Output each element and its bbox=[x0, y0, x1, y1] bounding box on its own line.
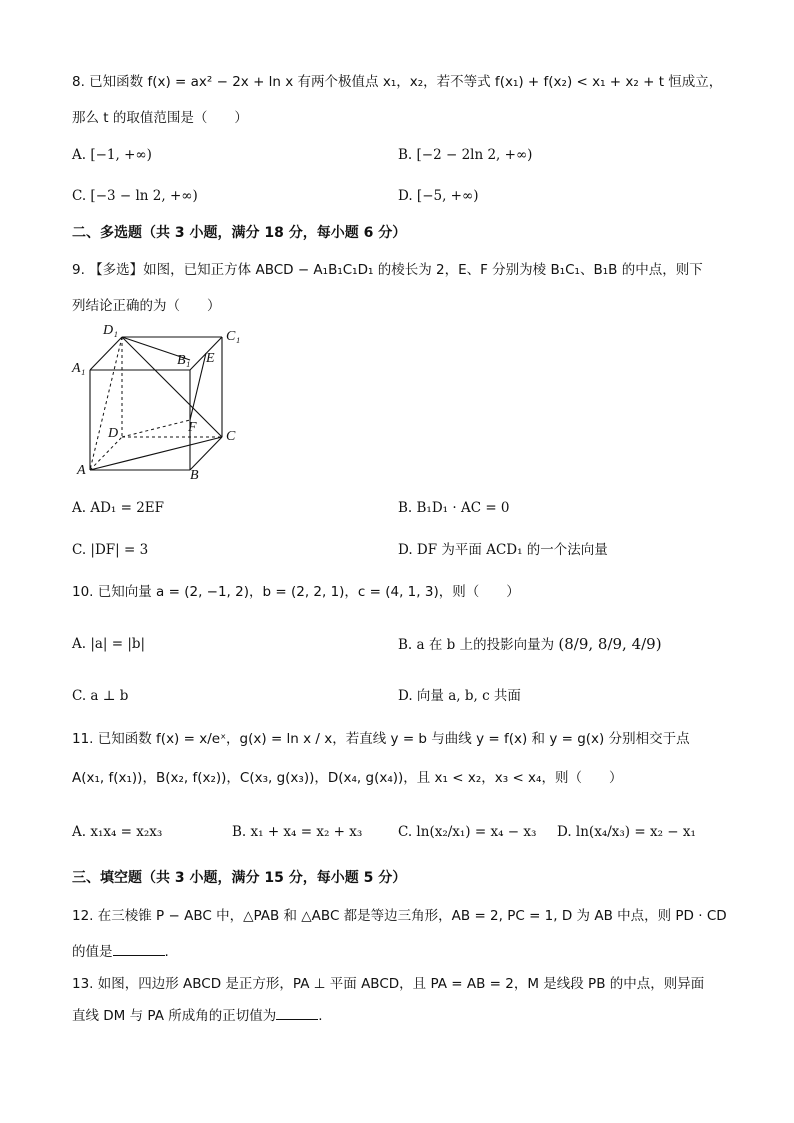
q11-option-d: D. ln(x₄/x₃) = x₂ − x₁ bbox=[557, 824, 696, 840]
label-e: E bbox=[206, 351, 215, 366]
label-b: B bbox=[190, 468, 199, 483]
q10-option-b bbox=[398, 634, 662, 655]
q11-stem-line2: A(x₁, f(x₁))，B(x₂, f(x₂))，C(x₃, g(x₃))，D(x₄, g(x₄))，且 x₁ < x₂，x₃ < x₄，则（ ） bbox=[72, 770, 623, 786]
q9-stem-line2: 列结论正确的为（ ） bbox=[72, 298, 221, 314]
label-d1: D₁ bbox=[103, 323, 118, 338]
q8-stem-line2: 那么 t 的取值范围是（ ） bbox=[72, 110, 248, 126]
q10-option-c: C. a ⊥ b bbox=[72, 688, 129, 704]
q8-option-b: B. [−2 − 2ln 2, +∞) bbox=[398, 147, 533, 163]
q9-option-d: D. DF 为平面 ACD₁ 的一个法向量 bbox=[398, 542, 608, 558]
section-heading-fill-in: 三、填空题（共 3 小题，满分 15 分，每小题 5 分） bbox=[72, 870, 407, 886]
q13-answer-blank bbox=[276, 1005, 318, 1020]
q13-stem-text: 直线 DM 与 PA 所成角的正切值为 bbox=[72, 1008, 277, 1024]
q10-option-b-text: B. a 在 b 上的投影向量为 bbox=[398, 637, 555, 653]
q8-option-c: C. [−3 − ln 2, +∞) bbox=[72, 188, 198, 204]
q10-stem: 10. 已知向量 a = (2, −1, 2)，b = (2, 2, 1)，c = (4, 1, 3)，则（ ） bbox=[72, 584, 520, 600]
q13-stem-line1: 13. 如图，四边形 ABCD 是正方形，PA ⊥ 平面 ABCD，且 PA = AB = 2，M 是线段 PB 的中点，则异面 bbox=[72, 976, 705, 992]
label-b1: B₁ bbox=[177, 353, 191, 368]
q8-stem-line1: 8. 已知函数 f(x) = ax² − 2x + ln x 有两个极值点 x₁，x₂，若不等式 f(x₁) + f(x₂) < x₁ + x₂ + t 恒成立， bbox=[72, 74, 723, 90]
q10-option-b-values: 8/9, 8/9, 4/9 bbox=[564, 635, 656, 653]
q13-stem-line2 bbox=[72, 1005, 323, 1026]
label-c1: C₁ bbox=[226, 329, 241, 344]
q12-stem-end: . bbox=[164, 944, 169, 960]
q12-stem-text: 的值是 bbox=[72, 944, 113, 960]
q9-option-c: C. |DF| = 3 bbox=[72, 542, 149, 558]
label-d: D bbox=[108, 426, 119, 441]
label-c: C bbox=[226, 429, 236, 444]
q10-option-a: A. |a| = |b| bbox=[72, 636, 146, 652]
q12-answer-blank bbox=[113, 941, 165, 956]
q12-stem-line2 bbox=[72, 941, 169, 962]
section-heading-multiple-choice: 二、多选题（共 3 小题，满分 18 分，每小题 6 分） bbox=[72, 225, 407, 241]
q8-option-d: D. [−5, +∞) bbox=[398, 188, 479, 204]
q9-option-a: A. AD₁ = 2EF bbox=[72, 500, 165, 516]
q9-stem-line1: 9. 【多选】如图，已知正方体 ABCD − A₁B₁C₁D₁ 的棱长为 2，E、F 分别为棱 B₁C₁、B₁B 的中点，则下 bbox=[72, 262, 703, 278]
q11-option-c: C. ln(x₂/x₁) = x₄ − x₃ bbox=[398, 824, 537, 840]
q11-stem-line1: 11. 已知函数 f(x) = x/eˣ，g(x) = ln x / x，若直线 y = b 与曲线 y = f(x) 和 y = g(x) 分别相交于点 bbox=[72, 731, 690, 747]
q8-option-a: A. [−1, +∞) bbox=[72, 147, 152, 163]
q9-option-b: B. B₁D₁ · AC = 0 bbox=[398, 500, 510, 516]
q13-stem-end: . bbox=[318, 1008, 323, 1024]
label-a1: A₁ bbox=[72, 361, 86, 376]
q11-option-a: A. x₁x₄ = x₂x₃ bbox=[72, 824, 163, 840]
q12-stem-line1: 12. 在三棱锥 P − ABC 中，△PAB 和 △ABC 都是等边三角形，AB = 2, PC = 1, D 为 AB 中点，则 PD · CD bbox=[72, 908, 727, 924]
q10-option-b-vector: (8/9, 8/9, 4/9) bbox=[558, 635, 662, 653]
label-f: F bbox=[188, 420, 197, 435]
q11-option-b: B. x₁ + x₄ = x₂ + x₃ bbox=[232, 824, 363, 840]
q10-option-d: D. 向量 a, b, c 共面 bbox=[398, 688, 521, 704]
label-a: A bbox=[77, 463, 86, 478]
